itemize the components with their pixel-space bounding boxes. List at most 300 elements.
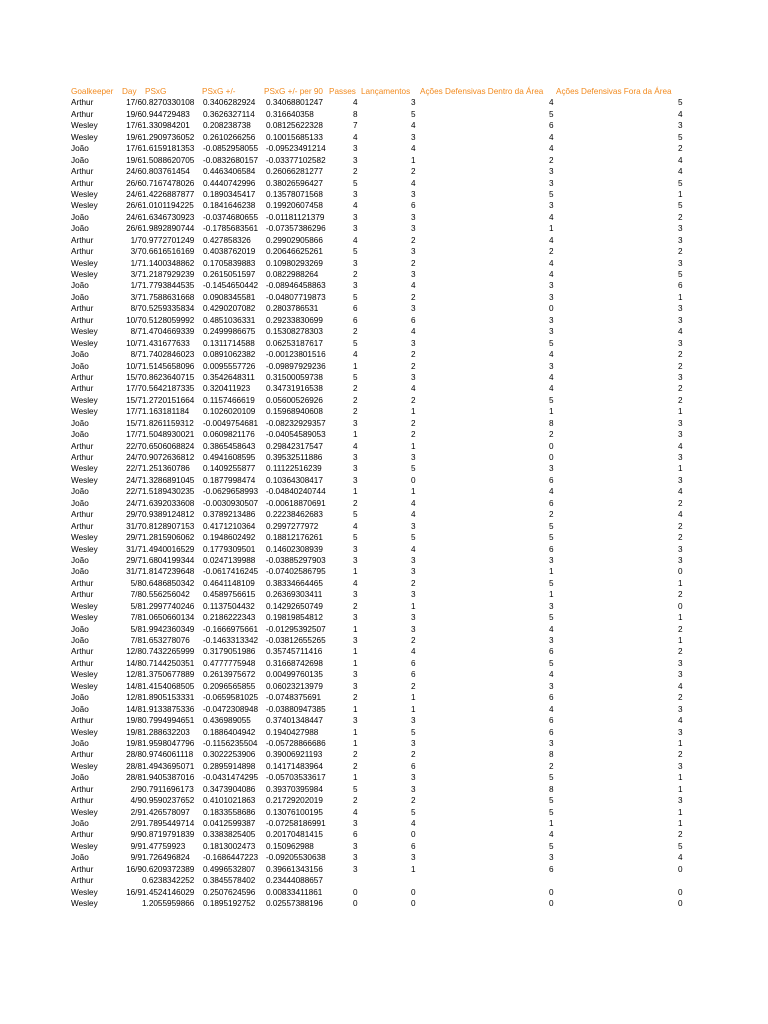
psxg-per-90-cell[interactable]: 0.00833411861 [266, 887, 323, 897]
lancamentos-cell[interactable]: 5 [411, 464, 416, 474]
acoes-fora-cell[interactable]: 2 [678, 395, 683, 405]
goalkeeper-cell[interactable]: João [71, 498, 89, 508]
passes-cell[interactable]: 2 [353, 693, 358, 703]
psxg-per-90-cell[interactable]: 0.34731916538 [266, 384, 323, 394]
acoes-dentro-cell[interactable]: 3 [549, 853, 554, 863]
psxg-per-90-cell[interactable]: 0.39532511886 [266, 453, 323, 462]
goalkeeper-cell[interactable]: João [71, 693, 89, 703]
psxg-plus-minus-cell[interactable]: -0.0832680157 [203, 155, 259, 165]
psxg-plus-minus-cell[interactable]: 0.4777775948 [203, 658, 256, 668]
acoes-dentro-cell[interactable]: 0 [549, 441, 554, 451]
lancamentos-cell[interactable]: 2 [411, 681, 416, 691]
psxg-per-90-cell[interactable]: 0.06253187617 [266, 338, 323, 348]
acoes-fora-cell[interactable]: 3 [678, 670, 683, 680]
psxg-per-90-cell[interactable]: 0.21729202019 [266, 796, 323, 806]
lancamentos-cell[interactable]: 5 [411, 109, 416, 119]
psxg-cell[interactable]: 1.726496824 [142, 853, 190, 863]
acoes-dentro-cell[interactable]: 0 [549, 453, 554, 462]
goalkeeper-cell[interactable]: João [71, 853, 89, 863]
psxg-plus-minus-cell[interactable]: 0.2186222343 [203, 613, 256, 623]
day-cell[interactable]: 19/8 [126, 727, 142, 737]
passes-cell[interactable]: 3 [353, 281, 358, 291]
psxg-per-90-cell[interactable]: -0.01181121379 [266, 212, 325, 222]
passes-cell[interactable]: 4 [353, 441, 358, 451]
acoes-dentro-cell[interactable]: 2 [549, 761, 554, 771]
lancamentos-cell[interactable]: 4 [411, 544, 416, 554]
day-cell[interactable]: 10/7 [126, 361, 142, 371]
psxg-per-90-cell[interactable]: -0.07357386296 [266, 224, 326, 234]
psxg-cell[interactable]: 0.5128059992 [142, 315, 195, 325]
lancamentos-cell[interactable]: 4 [411, 327, 416, 337]
psxg-cell[interactable]: 1.431677633 [142, 338, 190, 348]
day-cell[interactable]: 29/7 [126, 533, 142, 543]
acoes-fora-cell[interactable]: 5 [678, 201, 683, 211]
psxg-per-90-cell[interactable]: 0.39661343156 [266, 864, 323, 874]
psxg-plus-minus-cell[interactable]: 0.4641148109 [203, 578, 255, 588]
psxg-per-90-cell[interactable]: 0.2997277972 [266, 521, 319, 531]
psxg-plus-minus-cell[interactable]: -0.0472308948 [203, 704, 259, 714]
psxg-per-90-cell[interactable]: 0.06023213979 [266, 681, 323, 691]
psxg-per-90-cell[interactable]: 0.10015685133 [266, 132, 323, 142]
acoes-fora-cell[interactable]: 3 [678, 453, 683, 462]
psxg-per-90-cell[interactable]: 0.22238462683 [266, 510, 323, 520]
day-cell[interactable]: 17/6 [126, 98, 142, 108]
acoes-dentro-cell[interactable]: 5 [549, 773, 554, 783]
psxg-cell[interactable]: 1.9405387016 [142, 773, 195, 783]
psxg-plus-minus-cell[interactable]: -0.1785683561 [203, 224, 259, 234]
lancamentos-cell[interactable]: 3 [411, 590, 416, 600]
psxg-cell[interactable]: 0.944729483 [142, 109, 190, 119]
passes-cell[interactable]: 3 [353, 864, 358, 874]
goalkeeper-cell[interactable]: Wesley [71, 727, 98, 737]
psxg-plus-minus-cell[interactable]: -0.0374680655 [203, 212, 259, 222]
day-cell[interactable]: 3/7 [130, 247, 142, 257]
day-cell[interactable]: 1/7 [130, 258, 142, 268]
passes-cell[interactable]: 3 [353, 841, 358, 851]
psxg-plus-minus-cell[interactable]: 0.436989055 [203, 716, 251, 726]
psxg-plus-minus-cell[interactable]: 0.2096565855 [203, 681, 256, 691]
goalkeeper-cell[interactable]: Wesley [71, 533, 98, 543]
day-cell[interactable]: 24/7 [126, 498, 142, 508]
psxg-cell[interactable]: 0.6616516169 [142, 247, 195, 257]
acoes-fora-cell[interactable]: 3 [678, 796, 683, 806]
psxg-per-90-cell[interactable]: 0.39370395984 [266, 784, 323, 794]
acoes-fora-cell[interactable]: 1 [678, 578, 683, 588]
psxg-plus-minus-cell[interactable]: -0.0617416245 [203, 567, 259, 577]
passes-cell[interactable]: 3 [353, 212, 358, 222]
lancamentos-cell[interactable]: 2 [411, 750, 416, 760]
lancamentos-cell[interactable]: 2 [411, 258, 416, 268]
psxg-per-90-cell[interactable]: 0.29842317547 [266, 441, 323, 451]
goalkeeper-cell[interactable]: João [71, 819, 89, 828]
acoes-fora-cell[interactable]: 0 [678, 567, 683, 577]
psxg-plus-minus-cell[interactable]: 0.1779309501 [203, 544, 256, 554]
goalkeeper-cell[interactable]: Arthur [71, 98, 94, 108]
day-cell[interactable]: 2/9 [130, 819, 142, 828]
acoes-dentro-cell[interactable]: 4 [549, 704, 554, 714]
goalkeeper-cell[interactable]: Arthur [71, 830, 94, 840]
goalkeeper-cell[interactable]: Wesley [71, 899, 98, 909]
acoes-fora-cell[interactable]: 5 [678, 841, 683, 851]
goalkeeper-cell[interactable]: Arthur [71, 750, 94, 760]
goalkeeper-cell[interactable]: Wesley [71, 121, 98, 131]
psxg-per-90-cell[interactable]: 0.0822988264 [266, 270, 319, 279]
passes-cell[interactable]: 4 [353, 201, 358, 211]
acoes-dentro-cell[interactable]: 3 [549, 636, 554, 645]
lancamentos-cell[interactable]: 2 [411, 636, 416, 645]
psxg-plus-minus-cell[interactable]: 0.4589756615 [203, 590, 256, 600]
psxg-plus-minus-cell[interactable]: 0.4851036331 [203, 315, 256, 325]
acoes-fora-cell[interactable]: 3 [678, 475, 683, 485]
day-cell[interactable]: 24/7 [126, 475, 142, 485]
psxg-per-90-cell[interactable]: -0.03880947385 [266, 704, 326, 714]
acoes-fora-cell[interactable]: 3 [678, 430, 683, 440]
lancamentos-cell[interactable]: 3 [411, 270, 416, 279]
day-cell[interactable]: 3/7 [130, 292, 142, 302]
day-cell[interactable]: 1/7 [130, 235, 142, 245]
goalkeeper-cell[interactable]: Arthur [71, 658, 94, 668]
acoes-fora-cell[interactable]: 4 [678, 487, 683, 497]
day-cell[interactable]: 26/6 [126, 178, 142, 188]
passes-cell[interactable]: 3 [353, 464, 358, 474]
passes-cell[interactable]: 3 [353, 555, 358, 565]
psxg-per-90-cell[interactable]: 0.23444088657 [266, 876, 323, 886]
acoes-dentro-cell[interactable]: 5 [549, 395, 554, 405]
lancamentos-cell[interactable]: 4 [411, 144, 416, 154]
day-cell[interactable]: 26/6 [126, 224, 142, 234]
lancamentos-cell[interactable]: 3 [411, 784, 416, 794]
acoes-dentro-cell[interactable]: 3 [549, 327, 554, 337]
acoes-dentro-cell[interactable]: 4 [549, 132, 554, 142]
psxg-plus-minus-cell[interactable]: -0.1156235504 [203, 738, 258, 748]
psxg-per-90-cell[interactable]: 0.05600526926 [266, 395, 323, 405]
psxg-cell[interactable]: 1.251360786 [142, 464, 190, 474]
passes-cell[interactable]: 3 [353, 590, 358, 600]
goalkeeper-cell[interactable]: Arthur [71, 178, 94, 188]
psxg-cell[interactable]: 0.803761454 [142, 167, 190, 177]
acoes-dentro-cell[interactable]: 8 [549, 750, 554, 760]
passes-cell[interactable]: 2 [353, 407, 358, 417]
day-cell[interactable]: 8/7 [130, 304, 142, 314]
day-cell[interactable]: 12/8 [126, 670, 142, 680]
psxg-plus-minus-cell[interactable]: 0.0908345581 [203, 292, 256, 302]
passes-cell[interactable]: 2 [353, 796, 358, 806]
lancamentos-cell[interactable]: 3 [411, 773, 416, 783]
acoes-fora-cell[interactable]: 2 [678, 693, 683, 703]
lancamentos-cell[interactable]: 4 [411, 121, 416, 131]
passes-cell[interactable]: 5 [353, 247, 358, 257]
acoes-dentro-cell[interactable]: 4 [549, 212, 554, 222]
psxg-cell[interactable]: 1.4154068505 [142, 681, 195, 691]
acoes-dentro-cell[interactable]: 4 [549, 384, 554, 394]
goalkeeper-cell[interactable]: Wesley [71, 270, 98, 279]
psxg-plus-minus-cell[interactable]: 0.1886404942 [203, 727, 256, 737]
psxg-plus-minus-cell[interactable]: 0.2895914898 [203, 761, 256, 771]
goalkeeper-cell[interactable]: João [71, 350, 89, 360]
lancamentos-cell[interactable]: 3 [411, 132, 416, 142]
acoes-dentro-cell[interactable]: 5 [549, 189, 554, 199]
lancamentos-cell[interactable]: 4 [411, 384, 416, 394]
acoes-dentro-cell[interactable]: 0 [549, 887, 554, 897]
psxg-per-90-cell[interactable]: -0.07258186991 [266, 819, 326, 828]
day-cell[interactable]: 2/9 [130, 784, 142, 794]
psxg-per-90-cell[interactable]: 0.14602308939 [266, 544, 323, 554]
passes-cell[interactable]: 5 [353, 372, 358, 382]
acoes-fora-cell[interactable]: 0 [678, 601, 683, 611]
day-cell[interactable]: 15/7 [126, 395, 142, 405]
psxg-plus-minus-cell[interactable]: 0.3022253906 [203, 750, 256, 760]
psxg-per-90-cell[interactable]: 0.02557388196 [266, 899, 323, 909]
day-cell[interactable]: 7/8 [130, 636, 142, 645]
day-cell[interactable]: 17/6 [126, 144, 142, 154]
goalkeeper-cell[interactable]: Arthur [71, 647, 94, 657]
day-cell[interactable]: 19/6 [126, 132, 142, 142]
passes-cell[interactable]: 3 [353, 475, 358, 485]
psxg-plus-minus-cell[interactable]: 0.2507624596 [203, 887, 256, 897]
goalkeeper-cell[interactable]: João [71, 430, 89, 440]
acoes-fora-cell[interactable]: 3 [678, 704, 683, 714]
psxg-cell[interactable]: 1.9892890744 [142, 224, 195, 234]
psxg-per-90-cell[interactable]: 0.31500059738 [266, 372, 323, 382]
psxg-per-90-cell[interactable]: -0.03812655265 [266, 636, 326, 645]
passes-cell[interactable]: 2 [353, 601, 358, 611]
psxg-per-90-cell[interactable]: 0.2803786531 [266, 304, 319, 314]
goalkeeper-cell[interactable]: Arthur [71, 590, 94, 600]
day-cell[interactable]: 15/7 [126, 418, 142, 428]
psxg-cell[interactable]: 1.2909736052 [142, 132, 195, 142]
lancamentos-cell[interactable]: 3 [411, 247, 416, 257]
passes-cell[interactable]: 1 [353, 704, 358, 714]
acoes-dentro-cell[interactable]: 5 [549, 796, 554, 806]
psxg-cell[interactable]: 0.556256042 [142, 590, 190, 600]
goalkeeper-cell[interactable]: Wesley [71, 807, 98, 817]
psxg-plus-minus-cell[interactable]: 0.0891062382 [203, 350, 256, 360]
psxg-cell[interactable]: 1.2720151664 [142, 395, 195, 405]
header-day[interactable]: Day [122, 87, 137, 96]
goalkeeper-cell[interactable]: Wesley [71, 475, 98, 485]
acoes-fora-cell[interactable]: 2 [678, 144, 683, 154]
acoes-fora-cell[interactable]: 2 [678, 624, 683, 634]
goalkeeper-cell[interactable]: Arthur [71, 453, 94, 462]
passes-cell[interactable]: 2 [353, 270, 358, 279]
acoes-fora-cell[interactable]: 3 [678, 544, 683, 554]
day-cell[interactable]: 22/7 [126, 464, 142, 474]
acoes-dentro-cell[interactable]: 3 [549, 292, 554, 302]
day-cell[interactable]: 19/6 [126, 155, 142, 165]
goalkeeper-cell[interactable]: Wesley [71, 681, 98, 691]
psxg-cell[interactable]: 1.8905153331 [142, 693, 195, 703]
passes-cell[interactable]: 1 [353, 624, 358, 634]
psxg-plus-minus-cell[interactable]: 0.3179051986 [203, 647, 256, 657]
day-cell[interactable]: 19/8 [126, 738, 142, 748]
psxg-cell[interactable]: 0.7167478026 [142, 178, 195, 188]
day-cell[interactable]: 2/9 [130, 807, 142, 817]
goalkeeper-cell[interactable]: João [71, 361, 89, 371]
psxg-plus-minus-cell[interactable]: 0.0412599387 [203, 819, 256, 828]
lancamentos-cell[interactable]: 2 [411, 578, 416, 588]
goalkeeper-cell[interactable]: João [71, 636, 89, 645]
psxg-plus-minus-cell[interactable]: 0.3845578402 [203, 876, 256, 886]
goalkeeper-cell[interactable]: Arthur [71, 876, 94, 886]
lancamentos-cell[interactable]: 3 [411, 613, 416, 623]
psxg-per-90-cell[interactable]: -0.00123801516 [266, 350, 326, 360]
acoes-fora-cell[interactable]: 5 [678, 178, 683, 188]
acoes-fora-cell[interactable]: 4 [678, 109, 683, 119]
psxg-plus-minus-cell[interactable]: 0.3406282924 [203, 98, 256, 108]
psxg-plus-minus-cell[interactable]: 0.2613975672 [203, 670, 256, 680]
passes-cell[interactable]: 3 [353, 613, 358, 623]
header-psxg-plus-minus[interactable]: PSxG +/- [202, 87, 236, 96]
day-cell[interactable]: 22/7 [126, 487, 142, 497]
psxg-per-90-cell[interactable]: 0.19920607458 [266, 201, 323, 211]
goalkeeper-cell[interactable]: João [71, 555, 89, 565]
goalkeeper-cell[interactable]: Arthur [71, 315, 94, 325]
passes-cell[interactable]: 2 [353, 761, 358, 771]
goalkeeper-cell[interactable]: João [71, 224, 89, 234]
day-cell[interactable]: 14/8 [126, 658, 142, 668]
psxg-cell[interactable]: 1.426578097 [142, 807, 190, 817]
psxg-per-90-cell[interactable]: -0.05728866686 [266, 738, 326, 748]
day-cell[interactable]: 16/9 [126, 864, 142, 874]
day-cell[interactable]: 17/7 [126, 407, 142, 417]
goalkeeper-cell[interactable]: Wesley [71, 464, 98, 474]
acoes-dentro-cell[interactable]: 2 [549, 430, 554, 440]
acoes-fora-cell[interactable]: 2 [678, 247, 683, 257]
header-psxg[interactable]: PSxG [145, 87, 167, 96]
lancamentos-cell[interactable]: 2 [411, 418, 416, 428]
acoes-dentro-cell[interactable]: 3 [549, 315, 554, 325]
passes-cell[interactable]: 3 [353, 636, 358, 645]
psxg-cell[interactable]: 1.4226887877 [142, 189, 195, 199]
acoes-fora-cell[interactable]: 2 [678, 361, 683, 371]
acoes-fora-cell[interactable]: 3 [678, 304, 683, 314]
day-cell[interactable]: 9/9 [130, 830, 142, 840]
psxg-cell[interactable]: 0.8128907153 [142, 521, 195, 531]
passes-cell[interactable]: 3 [353, 258, 358, 268]
psxg-plus-minus-cell[interactable]: -0.1454650442 [203, 281, 259, 291]
psxg-cell[interactable]: 1.2055959866 [142, 899, 195, 909]
psxg-plus-minus-cell[interactable]: 0.1311714588 [203, 338, 255, 348]
goalkeeper-cell[interactable]: Wesley [71, 258, 98, 268]
psxg-per-90-cell[interactable]: 0.20646625261 [266, 247, 323, 257]
psxg-cell[interactable]: 1.2187929239 [142, 270, 195, 279]
day-cell[interactable]: 7/8 [130, 613, 142, 623]
goalkeeper-cell[interactable]: João [71, 624, 89, 634]
lancamentos-cell[interactable]: 3 [411, 224, 416, 234]
acoes-fora-cell[interactable]: 4 [678, 155, 683, 165]
psxg-plus-minus-cell[interactable]: 0.4440742996 [203, 178, 256, 188]
psxg-cell[interactable]: 0.6506068824 [142, 441, 195, 451]
goalkeeper-cell[interactable]: João [71, 773, 89, 783]
passes-cell[interactable]: 0 [353, 899, 358, 909]
lancamentos-cell[interactable]: 3 [411, 853, 416, 863]
psxg-per-90-cell[interactable]: -0.08946458863 [266, 281, 326, 291]
passes-cell[interactable]: 5 [353, 510, 358, 520]
goalkeeper-cell[interactable]: João [71, 418, 89, 428]
passes-cell[interactable]: 2 [353, 750, 358, 760]
psxg-cell[interactable]: 0.8719791839 [142, 830, 195, 840]
psxg-per-90-cell[interactable]: -0.04840240744 [266, 487, 326, 497]
goalkeeper-cell[interactable]: João [71, 144, 89, 154]
psxg-plus-minus-cell[interactable]: 0.2610266256 [203, 132, 256, 142]
passes-cell[interactable]: 4 [353, 132, 358, 142]
psxg-plus-minus-cell[interactable]: -0.0030930507 [203, 498, 259, 508]
psxg-per-90-cell[interactable]: 0.38026596427 [266, 178, 323, 188]
psxg-plus-minus-cell[interactable]: 0.1137504432 [203, 601, 255, 611]
passes-cell[interactable]: 1 [353, 658, 358, 668]
acoes-dentro-cell[interactable]: 5 [549, 841, 554, 851]
acoes-fora-cell[interactable]: 1 [678, 784, 683, 794]
acoes-fora-cell[interactable]: 2 [678, 212, 683, 222]
psxg-plus-minus-cell[interactable]: 0.427858326 [203, 235, 251, 245]
passes-cell[interactable]: 3 [353, 681, 358, 691]
acoes-dentro-cell[interactable]: 4 [549, 98, 554, 108]
acoes-dentro-cell[interactable]: 1 [549, 567, 554, 577]
acoes-fora-cell[interactable]: 4 [678, 441, 683, 451]
psxg-cell[interactable]: 1.8261159312 [142, 418, 194, 428]
lancamentos-cell[interactable]: 1 [411, 601, 416, 611]
acoes-dentro-cell[interactable]: 8 [549, 418, 554, 428]
psxg-plus-minus-cell[interactable]: -0.0049754681 [203, 418, 259, 428]
acoes-dentro-cell[interactable]: 5 [549, 109, 554, 119]
acoes-dentro-cell[interactable]: 4 [549, 624, 554, 634]
acoes-dentro-cell[interactable]: 4 [549, 350, 554, 360]
day-cell[interactable]: 17/6 [126, 121, 142, 131]
psxg-plus-minus-cell[interactable]: -0.0659581025 [203, 693, 259, 703]
goalkeeper-cell[interactable]: Wesley [71, 395, 98, 405]
acoes-dentro-cell[interactable]: 5 [549, 521, 554, 531]
psxg-plus-minus-cell[interactable]: 0.4171210364 [203, 521, 256, 531]
psxg-plus-minus-cell[interactable]: 0.4941608595 [203, 453, 256, 462]
goalkeeper-cell[interactable]: Wesley [71, 613, 98, 623]
goalkeeper-cell[interactable]: Arthur [71, 864, 94, 874]
header-lancamentos[interactable]: Lançamentos [361, 87, 411, 96]
psxg-per-90-cell[interactable]: -0.05703533617 [266, 773, 326, 783]
passes-cell[interactable]: 3 [353, 853, 358, 863]
psxg-per-90-cell[interactable]: 0.11122516239 [266, 464, 322, 474]
acoes-fora-cell[interactable]: 5 [678, 132, 683, 142]
acoes-dentro-cell[interactable]: 3 [549, 555, 554, 565]
psxg-per-90-cell[interactable]: -0.09523491214 [266, 144, 326, 154]
lancamentos-cell[interactable]: 1 [411, 155, 416, 165]
acoes-fora-cell[interactable]: 3 [678, 658, 683, 668]
lancamentos-cell[interactable]: 3 [411, 738, 416, 748]
goalkeeper-cell[interactable]: João [71, 281, 89, 291]
psxg-plus-minus-cell[interactable]: -0.0852958055 [203, 144, 259, 154]
lancamentos-cell[interactable]: 6 [411, 670, 416, 680]
acoes-fora-cell[interactable]: 1 [678, 464, 683, 474]
lancamentos-cell[interactable]: 1 [411, 441, 416, 451]
passes-cell[interactable]: 5 [353, 338, 358, 348]
acoes-fora-cell[interactable]: 3 [678, 338, 683, 348]
day-cell[interactable]: 5/8 [130, 624, 142, 634]
day-cell[interactable]: 19/6 [126, 109, 142, 119]
acoes-dentro-cell[interactable]: 5 [549, 578, 554, 588]
lancamentos-cell[interactable]: 3 [411, 98, 416, 108]
goalkeeper-cell[interactable]: Arthur [71, 521, 94, 531]
passes-cell[interactable]: 1 [353, 738, 358, 748]
day-cell[interactable]: 14/8 [126, 681, 142, 691]
psxg-per-90-cell[interactable]: 0.34068801247 [266, 98, 323, 108]
psxg-plus-minus-cell[interactable]: 0.0095557726 [203, 361, 256, 371]
psxg-cell[interactable]: 0.6238342252 [142, 876, 195, 886]
psxg-cell[interactable]: 1.5048930021 [142, 430, 195, 440]
psxg-cell[interactable]: 1.0101194225 [142, 201, 194, 211]
goalkeeper-cell[interactable]: Arthur [71, 372, 94, 382]
lancamentos-cell[interactable]: 0 [411, 899, 416, 909]
day-cell[interactable]: 4/9 [130, 796, 142, 806]
goalkeeper-cell[interactable]: João [71, 704, 89, 714]
